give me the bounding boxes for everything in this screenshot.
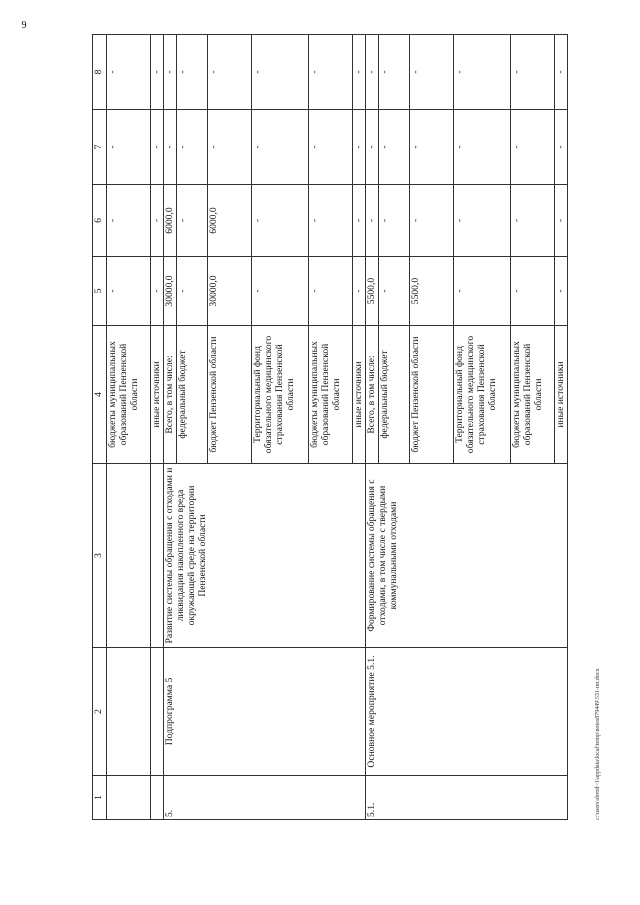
row-id: 5. (164, 776, 366, 820)
row-id-cell (107, 776, 151, 820)
value-cell: - (379, 35, 410, 110)
funding-source: бюджеты муниципальных образований Пензенской области (107, 326, 151, 464)
page-number: 9 (21, 20, 27, 31)
value-cell: - (410, 35, 454, 110)
value-cell: 30000,0 (164, 257, 177, 326)
value-cell: - (379, 110, 410, 185)
value-cell: - (379, 257, 410, 326)
value-cell: - (177, 110, 208, 185)
value-cell: - (366, 110, 379, 185)
funding-source: федеральный бюджет (379, 326, 410, 464)
funding-source: федеральный бюджет (177, 326, 208, 464)
header-cell: 7 (93, 110, 107, 185)
value-cell: - (353, 185, 366, 257)
value-cell: 6000,0 (164, 185, 177, 257)
value-cell: - (107, 110, 151, 185)
funding-table (92, 34, 568, 820)
funding-source: Всего, в том числе: (164, 326, 177, 464)
value-cell: - (511, 110, 555, 185)
value-cell: - (353, 110, 366, 185)
header-cell: 4 (93, 326, 107, 464)
header-cell: 8 (93, 35, 107, 110)
value-cell: - (151, 257, 164, 326)
funding-source: иные источники (555, 326, 568, 464)
header-cell: 5 (93, 257, 107, 326)
value-cell: - (309, 185, 353, 257)
value-cell: - (454, 257, 511, 326)
value-cell: - (454, 35, 511, 110)
value-cell: - (252, 35, 309, 110)
value-cell: - (177, 35, 208, 110)
value-cell: - (353, 257, 366, 326)
value-cell: - (410, 110, 454, 185)
funding-source: иные источники (353, 326, 366, 464)
value-cell: - (366, 185, 379, 257)
value-cell: - (107, 185, 151, 257)
header-cell: 6 (93, 185, 107, 257)
funding-source: бюджеты муниципальных образований Пензенской области (309, 326, 353, 464)
value-cell: - (208, 35, 252, 110)
funding-source: бюджет Пензенской области (410, 326, 454, 464)
value-cell: - (410, 185, 454, 257)
row-id: 5.1. (366, 776, 568, 820)
row-desc-cell (151, 464, 164, 648)
row-id-cell (151, 776, 164, 820)
funding-source: бюджеты муниципальных образований Пензенской области (511, 326, 555, 464)
value-cell: - (555, 185, 568, 257)
file-path-footer: c:\users\sbrod~1\appdata\local\temp\notes879449\531-пп.docx (595, 668, 601, 820)
header-row (93, 35, 107, 820)
value-cell: - (511, 185, 555, 257)
header-cell: 1 (93, 776, 107, 820)
value-cell: - (309, 35, 353, 110)
value-cell: - (454, 185, 511, 257)
funding-source: Всего, в том числе: (366, 326, 379, 464)
value-cell: 6000,0 (208, 185, 252, 257)
value-cell: - (151, 110, 164, 185)
value-cell: - (379, 185, 410, 257)
row-name-cell (151, 648, 164, 776)
value-cell: - (555, 257, 568, 326)
header-cell: 3 (93, 464, 107, 648)
value-cell: - (177, 257, 208, 326)
row-description: Формирование системы обращения с отходами, в том числе с твердыми коммунальными отходами (366, 464, 568, 648)
header-cell: 2 (93, 648, 107, 776)
funding-source: иные источники (151, 326, 164, 464)
value-cell: - (107, 35, 151, 110)
table-row (366, 35, 379, 820)
value-cell: - (309, 257, 353, 326)
value-cell: - (454, 110, 511, 185)
value-cell: - (252, 257, 309, 326)
value-cell: - (309, 110, 353, 185)
value-cell: 5500,0 (410, 257, 454, 326)
value-cell: - (366, 35, 379, 110)
row-description: Развитие системы обращения с отходами и ликвидация накопленного вреда окружающей среде на территории Пензенской области (164, 464, 366, 648)
value-cell: - (177, 185, 208, 257)
value-cell: - (164, 110, 177, 185)
table-row (164, 35, 177, 820)
value-cell: - (555, 110, 568, 185)
funding-source: Территориальный фонд обязательного медицинского страхования Пензенской области (252, 326, 309, 464)
value-cell: - (151, 185, 164, 257)
value-cell: - (252, 185, 309, 257)
row-name: Подпрограмма 5 (164, 648, 366, 776)
value-cell: - (208, 110, 252, 185)
table-row (107, 35, 151, 820)
row-desc-cell (107, 464, 151, 648)
value-cell: 5500,0 (366, 257, 379, 326)
table-row (151, 35, 164, 820)
funding-table-wrap (92, 35, 568, 820)
value-cell: - (511, 35, 555, 110)
value-cell: 30000,0 (208, 257, 252, 326)
funding-source: Территориальный фонд обязательного медицинского страхования Пензенской области (454, 326, 511, 464)
value-cell: - (164, 35, 177, 110)
value-cell: - (252, 110, 309, 185)
funding-source: бюджет Пензенской области (208, 326, 252, 464)
value-cell: - (555, 35, 568, 110)
row-name-cell (107, 648, 151, 776)
value-cell: - (151, 35, 164, 110)
row-name: Основное мероприятие 5.1. (366, 648, 568, 776)
value-cell: - (511, 257, 555, 326)
value-cell: - (107, 257, 151, 326)
value-cell: - (353, 35, 366, 110)
